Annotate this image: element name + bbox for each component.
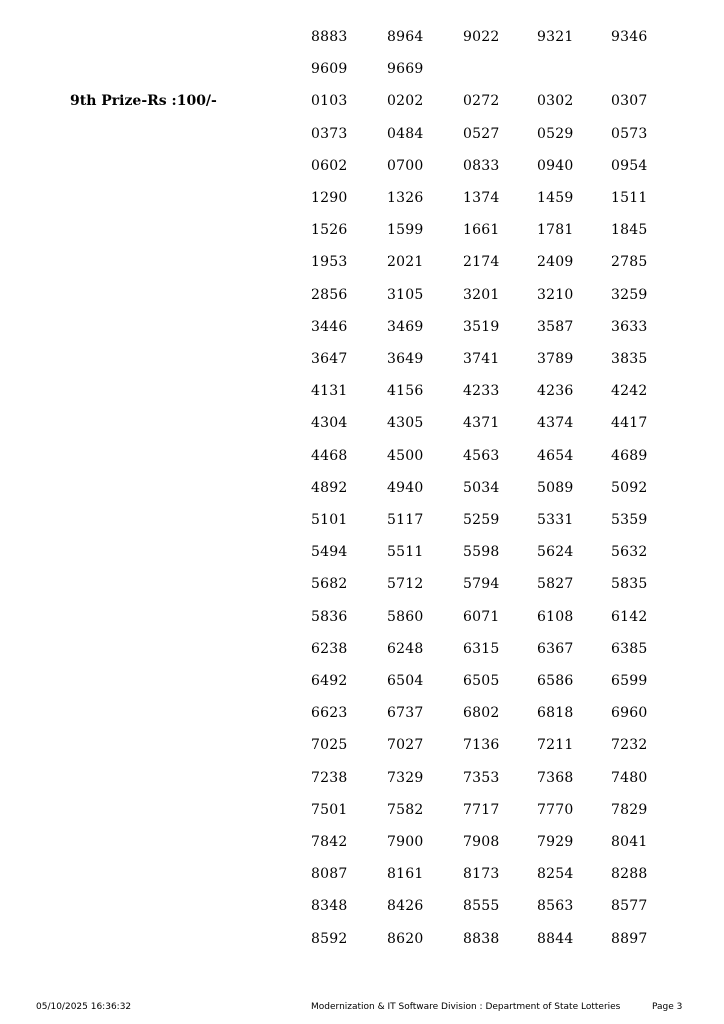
ticket-number: 7353 <box>463 769 500 786</box>
ticket-number: 3835 <box>611 351 648 367</box>
footer-page-number: Page 3 <box>652 1002 683 1012</box>
footer-department: Modernization & IT Software Division : Department of State Lotteries <box>311 1002 621 1012</box>
ticket-number: 7329 <box>387 769 424 786</box>
ticket-number: 5089 <box>537 479 574 496</box>
ticket-number: 1326 <box>387 190 424 206</box>
ticket-row <box>0 929 724 949</box>
ticket-row <box>0 220 724 240</box>
ticket-number: 5827 <box>537 576 574 593</box>
ticket-number: 7480 <box>611 769 648 786</box>
ticket-number: 8087 <box>311 866 348 883</box>
ticket-row <box>0 252 724 272</box>
ticket-number: 4417 <box>611 415 648 432</box>
ticket-number: 3105 <box>387 286 424 303</box>
ticket-number: 4242 <box>611 383 648 400</box>
ticket-number: 4236 <box>537 383 574 400</box>
ticket-number: 0602 <box>311 157 348 174</box>
ticket-number: 9609 <box>311 61 348 78</box>
ticket-number: 1526 <box>311 222 348 239</box>
ticket-number: 6248 <box>387 640 424 657</box>
ticket-number: 8838 <box>463 930 500 947</box>
ticket-number: 3446 <box>311 318 348 335</box>
ticket-number: 8577 <box>611 898 648 915</box>
ticket-number: 7025 <box>311 737 348 754</box>
ticket-number: 2174 <box>463 254 500 271</box>
ticket-number: 3201 <box>463 286 500 303</box>
ticket-number: 6802 <box>463 705 500 722</box>
ticket-number: 8844 <box>537 930 574 947</box>
ticket-number: 7900 <box>387 834 424 850</box>
page-footer <box>0 1000 724 1014</box>
ticket-number: 5632 <box>611 544 648 561</box>
ticket-number: 1599 <box>387 222 424 239</box>
ticket-row <box>0 703 724 723</box>
ticket-number: 6623 <box>311 705 348 722</box>
ticket-number: 8555 <box>463 898 500 915</box>
ticket-row <box>0 91 724 111</box>
ticket-row <box>0 59 724 79</box>
ticket-number: 8883 <box>311 29 348 45</box>
ticket-number: 8592 <box>311 930 348 947</box>
ticket-row <box>0 864 724 884</box>
ticket-number: 8348 <box>311 898 348 915</box>
ticket-number: 0302 <box>537 93 574 110</box>
ticket-row <box>0 896 724 916</box>
ticket-number: 7501 <box>311 801 348 818</box>
ticket-number: 7232 <box>611 737 648 754</box>
ticket-number: 4131 <box>311 383 348 400</box>
ticket-number: 4233 <box>463 383 500 400</box>
ticket-number: 3519 <box>463 318 500 335</box>
ticket-number: 0573 <box>611 125 648 142</box>
ticket-row <box>0 832 724 852</box>
ticket-number: 8620 <box>387 930 424 947</box>
ticket-number: 4563 <box>463 447 500 464</box>
ticket-number: 0940 <box>537 157 574 174</box>
ticket-number: 6818 <box>537 705 574 722</box>
ticket-number: 6960 <box>611 705 648 722</box>
ticket-number: 3259 <box>611 286 648 303</box>
ticket-number: 5860 <box>387 608 424 625</box>
ticket-number: 0529 <box>537 125 574 142</box>
ticket-number: 3649 <box>387 351 424 367</box>
ticket-number: 7368 <box>537 769 574 786</box>
ticket-number: 6505 <box>463 673 500 689</box>
ticket-number: 7929 <box>537 834 574 850</box>
ticket-number: 6108 <box>537 608 574 625</box>
ticket-number: 8254 <box>537 866 574 883</box>
ticket-number: 7582 <box>387 801 424 818</box>
ticket-number: 6737 <box>387 705 424 722</box>
ticket-number: 8161 <box>387 866 424 883</box>
ticket-number: 8563 <box>537 898 574 915</box>
ticket-number: 6599 <box>611 673 648 689</box>
ticket-number: 8426 <box>387 898 424 915</box>
ticket-number: 5117 <box>387 512 424 528</box>
ticket-row <box>0 510 724 530</box>
ticket-number: 3789 <box>537 351 574 367</box>
ticket-number: 8041 <box>611 834 648 850</box>
ticket-number: 3741 <box>463 351 500 367</box>
ticket-number: 0202 <box>387 93 424 110</box>
ticket-number: 4305 <box>387 415 424 432</box>
ticket-row <box>0 542 724 562</box>
ticket-number: 3469 <box>387 318 424 335</box>
ticket-number: 1459 <box>537 190 574 206</box>
ticket-number: 4940 <box>387 479 424 496</box>
ticket-number: 9321 <box>537 29 574 45</box>
ticket-row <box>0 381 724 401</box>
ticket-row <box>0 188 724 208</box>
ticket-number: 0103 <box>311 93 348 110</box>
ticket-number: 5092 <box>611 479 648 496</box>
ticket-number: 7717 <box>463 801 500 818</box>
ticket-row <box>0 156 724 176</box>
ticket-number: 7829 <box>611 801 648 818</box>
ticket-number: 6142 <box>611 608 648 625</box>
ticket-number: 5682 <box>311 576 348 593</box>
ticket-row <box>0 27 724 47</box>
ticket-row <box>0 478 724 498</box>
ticket-number: 8964 <box>387 29 424 45</box>
ticket-row <box>0 607 724 627</box>
ticket-number: 5259 <box>463 512 500 528</box>
ticket-number: 6238 <box>311 640 348 657</box>
ticket-number: 5836 <box>311 608 348 625</box>
ticket-number: 4654 <box>537 447 574 464</box>
ticket-number: 2021 <box>387 254 424 271</box>
ticket-number: 5359 <box>611 512 648 528</box>
ticket-number: 0484 <box>387 125 424 142</box>
ticket-number: 7770 <box>537 801 574 818</box>
ticket-number: 5331 <box>537 512 574 528</box>
ticket-number: 4892 <box>311 479 348 496</box>
ticket-row <box>0 574 724 594</box>
ticket-row <box>0 124 724 144</box>
ticket-number: 3633 <box>611 318 648 335</box>
ticket-row <box>0 639 724 659</box>
ticket-number: 7908 <box>463 834 500 850</box>
ticket-number: 9669 <box>387 61 424 78</box>
ticket-number: 5835 <box>611 576 648 593</box>
ticket-number: 9022 <box>463 29 500 45</box>
ticket-number: 8173 <box>463 866 500 883</box>
ticket-number: 8897 <box>611 930 648 947</box>
ticket-row <box>0 768 724 788</box>
ticket-number: 9346 <box>611 29 648 45</box>
ticket-number: 4689 <box>611 447 648 464</box>
ticket-number: 5034 <box>463 479 500 496</box>
ticket-number: 1661 <box>463 222 500 239</box>
ticket-number: 0307 <box>611 93 648 110</box>
ticket-number: 6504 <box>387 673 424 689</box>
ticket-number: 2785 <box>611 254 648 271</box>
ticket-number: 6492 <box>311 673 348 689</box>
ticket-number: 1374 <box>463 190 500 206</box>
ticket-number: 1845 <box>611 222 648 239</box>
ticket-number: 0954 <box>611 157 648 174</box>
ticket-number: 2409 <box>537 254 574 271</box>
ticket-number: 5624 <box>537 544 574 561</box>
ticket-row <box>0 800 724 820</box>
ticket-number: 5494 <box>311 544 348 561</box>
ticket-number: 6586 <box>537 673 574 689</box>
ticket-number: 0833 <box>463 157 500 174</box>
ticket-number: 2856 <box>311 286 348 303</box>
ticket-number: 6315 <box>463 640 500 657</box>
ticket-number: 8288 <box>611 866 648 883</box>
ticket-row <box>0 735 724 755</box>
ticket-number: 0272 <box>463 93 500 110</box>
ticket-number: 7238 <box>311 769 348 786</box>
ticket-row <box>0 671 724 691</box>
footer-datetime: 05/10/2025 16:36:32 <box>36 1002 132 1012</box>
ticket-number: 7027 <box>387 737 424 754</box>
ticket-number: 6385 <box>611 640 648 657</box>
ticket-number: 3647 <box>311 351 348 367</box>
ticket-number: 1953 <box>311 254 348 271</box>
ticket-row <box>0 349 724 369</box>
ticket-number: 5101 <box>311 512 348 528</box>
ticket-number: 4500 <box>387 447 424 464</box>
ticket-row <box>0 317 724 337</box>
ticket-number: 4468 <box>311 447 348 464</box>
ticket-number: 5511 <box>387 544 424 561</box>
ticket-number: 5794 <box>463 576 500 593</box>
ticket-row <box>0 413 724 433</box>
ticket-number: 3210 <box>537 286 574 303</box>
ticket-number: 4156 <box>387 383 424 400</box>
ticket-row <box>0 285 724 305</box>
ticket-number: 4304 <box>311 415 348 432</box>
ticket-number: 6367 <box>537 640 574 657</box>
ticket-number: 6071 <box>463 608 500 625</box>
ticket-number: 7211 <box>537 737 574 754</box>
ticket-number: 0527 <box>463 125 500 142</box>
ticket-number: 5598 <box>463 544 500 561</box>
ticket-number: 3587 <box>537 318 574 335</box>
prize-label: 9th Prize-Rs :100/- <box>70 93 217 109</box>
ticket-number: 0700 <box>387 157 424 174</box>
ticket-row <box>0 446 724 466</box>
ticket-number: 0373 <box>311 125 348 142</box>
ticket-number: 5712 <box>387 576 424 593</box>
ticket-number: 1781 <box>537 222 574 239</box>
ticket-number: 7136 <box>463 737 500 754</box>
ticket-number: 7842 <box>311 834 348 850</box>
ticket-number: 4371 <box>463 415 500 432</box>
ticket-number: 1290 <box>311 190 348 206</box>
ticket-number: 1511 <box>611 190 648 206</box>
ticket-number: 4374 <box>537 415 574 432</box>
